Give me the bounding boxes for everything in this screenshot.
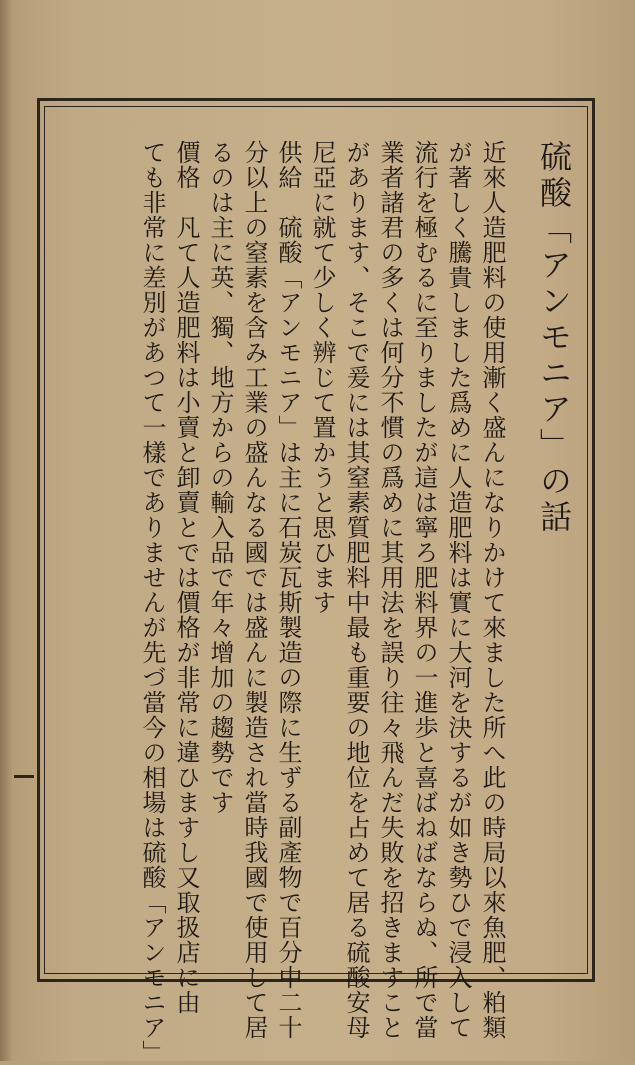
text-column: が著しく騰貴しました爲めに人造肥料は實に大河を決するが如き勢ひで浸入して xyxy=(444,140,472,1040)
text-column-price: 價格 凡て人造肥料は小賣と卸賣とでは價格が非常に違ひますし又取扱店に由 xyxy=(172,140,200,1015)
text-column: るのは主に英、獨、地方からの輸入品で年々增加の趨勢です xyxy=(206,140,234,815)
text-column: 尼亞に就て少しく辨じて置かうと思ひます xyxy=(308,140,336,615)
article-title: 硫酸「アンモニア」の話 xyxy=(535,140,573,536)
article-body xyxy=(70,140,573,1065)
text-column: ても非常に差別があつて一樣でありませんが先づ當今の相場は硫酸「アンモニア」 xyxy=(138,140,166,1065)
text-column: 近來人造肥料の使用漸く盛んになりかけて來ました所へ此の時局以來魚肥、粕類 xyxy=(478,140,506,1040)
page-gutter xyxy=(0,0,12,1061)
text-column: 分以上の窒素を含み工業の盛んなる國では盛んに製造され當時我國で使用して居 xyxy=(240,140,268,1040)
text-column: 流行を極むるに至りましたが這は寧ろ肥料界の一進歩と喜ばねばならぬ、所で當 xyxy=(410,140,438,1040)
margin-mark xyxy=(14,775,34,778)
text-column-supply: 供給 硫酸「アンモニア」は主に石炭瓦斯製造の際に生ずる副產物で百分中二十 xyxy=(274,140,302,1040)
text-column: があります、そこで爰には其窒素質肥料中最も重要の地位を占めて居る硫酸安母 xyxy=(342,140,370,1040)
text-column: 業者諸君の多くは何分不慣の爲めに其用法を誤り往々飛んだ失敗を招きますこと xyxy=(376,140,404,1040)
